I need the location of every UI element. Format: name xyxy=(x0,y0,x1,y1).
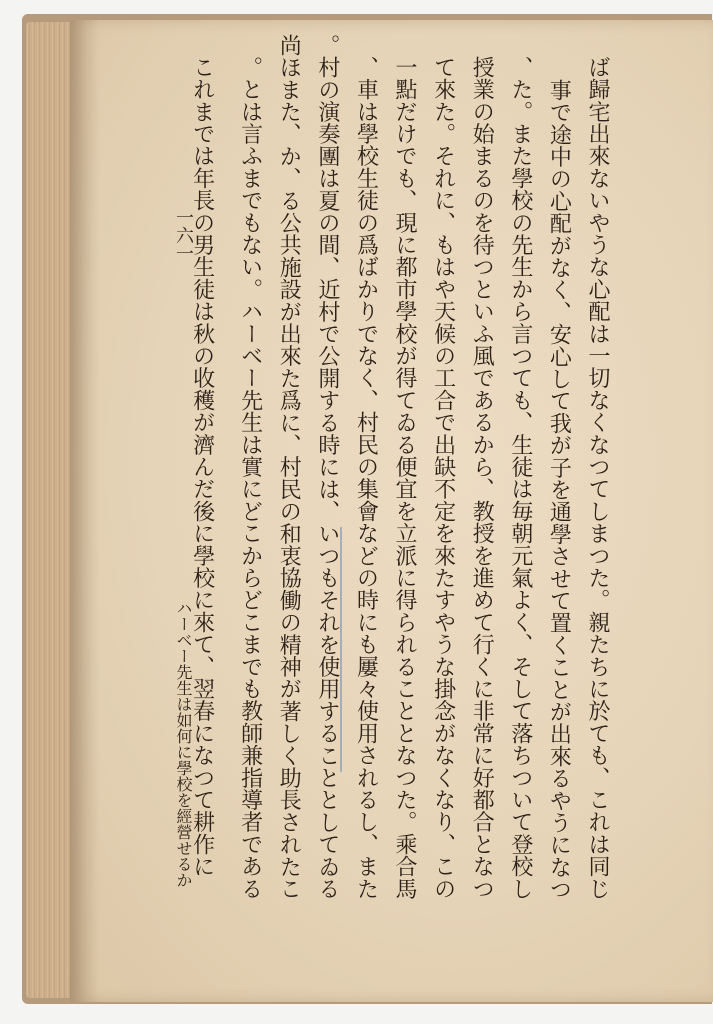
text-column-3: た。また學校の先生から言つても、生徒は毎朝元氣よく、そして落ちついて登校し、 xyxy=(507,56,533,900)
text-column-9: 尚ほまた、か、る公共施設が出來た爲に、村民の和衷協働の精神が著しく助長されたこ xyxy=(276,34,302,900)
body-text xyxy=(189,34,616,900)
text-column-10: とは言ふまでもない。ハーベー先生は實にどこからどこまでも教師兼指導者である。 xyxy=(237,56,263,900)
text-column-4: 授業の始まるのを待つといふ風であるから、教授を進めて行くに非常に好都合となつ xyxy=(469,56,495,900)
text-column-11: これまでは年長の男生徒は秋の收穫が濟んだ後に學校に來て、翌春になつて耕作に xyxy=(189,56,215,900)
running-head: ハーベー先生は如何に學校を經營せるか xyxy=(174,600,193,888)
page-edges xyxy=(26,22,74,998)
text-column-8: 村の演奏團は夏の間、近村で公開する時には、いつもそれを使用することとしてゐる。 xyxy=(314,34,340,900)
text-column-1: ば歸宅出來ないやうな心配は一切なくなつてしまつた。親たちに於ても、これは同じ xyxy=(585,56,610,900)
gutter-shadow xyxy=(70,20,100,1002)
pencil-underline xyxy=(340,527,342,772)
page-number: 一六一 xyxy=(173,208,194,262)
text-column-6: 一點だけでも、現に都市學校が得てゐる便宜を立派に得られることとなつた。乘合馬 xyxy=(392,56,418,900)
text-column-7: 車は學校生徒の爲ばかりでなく、村民の集會などの時にも屢々使用されるし、また、 xyxy=(353,56,379,900)
text-column-2: 事で途中の心配がなく、安心して我が子を通學させて置くことが出來るやうになつ xyxy=(546,78,572,900)
text-column-5: て來た。それに、もはや天候の工合で出缺不定を來たすやうな掛念がなくなり、この xyxy=(430,56,456,900)
